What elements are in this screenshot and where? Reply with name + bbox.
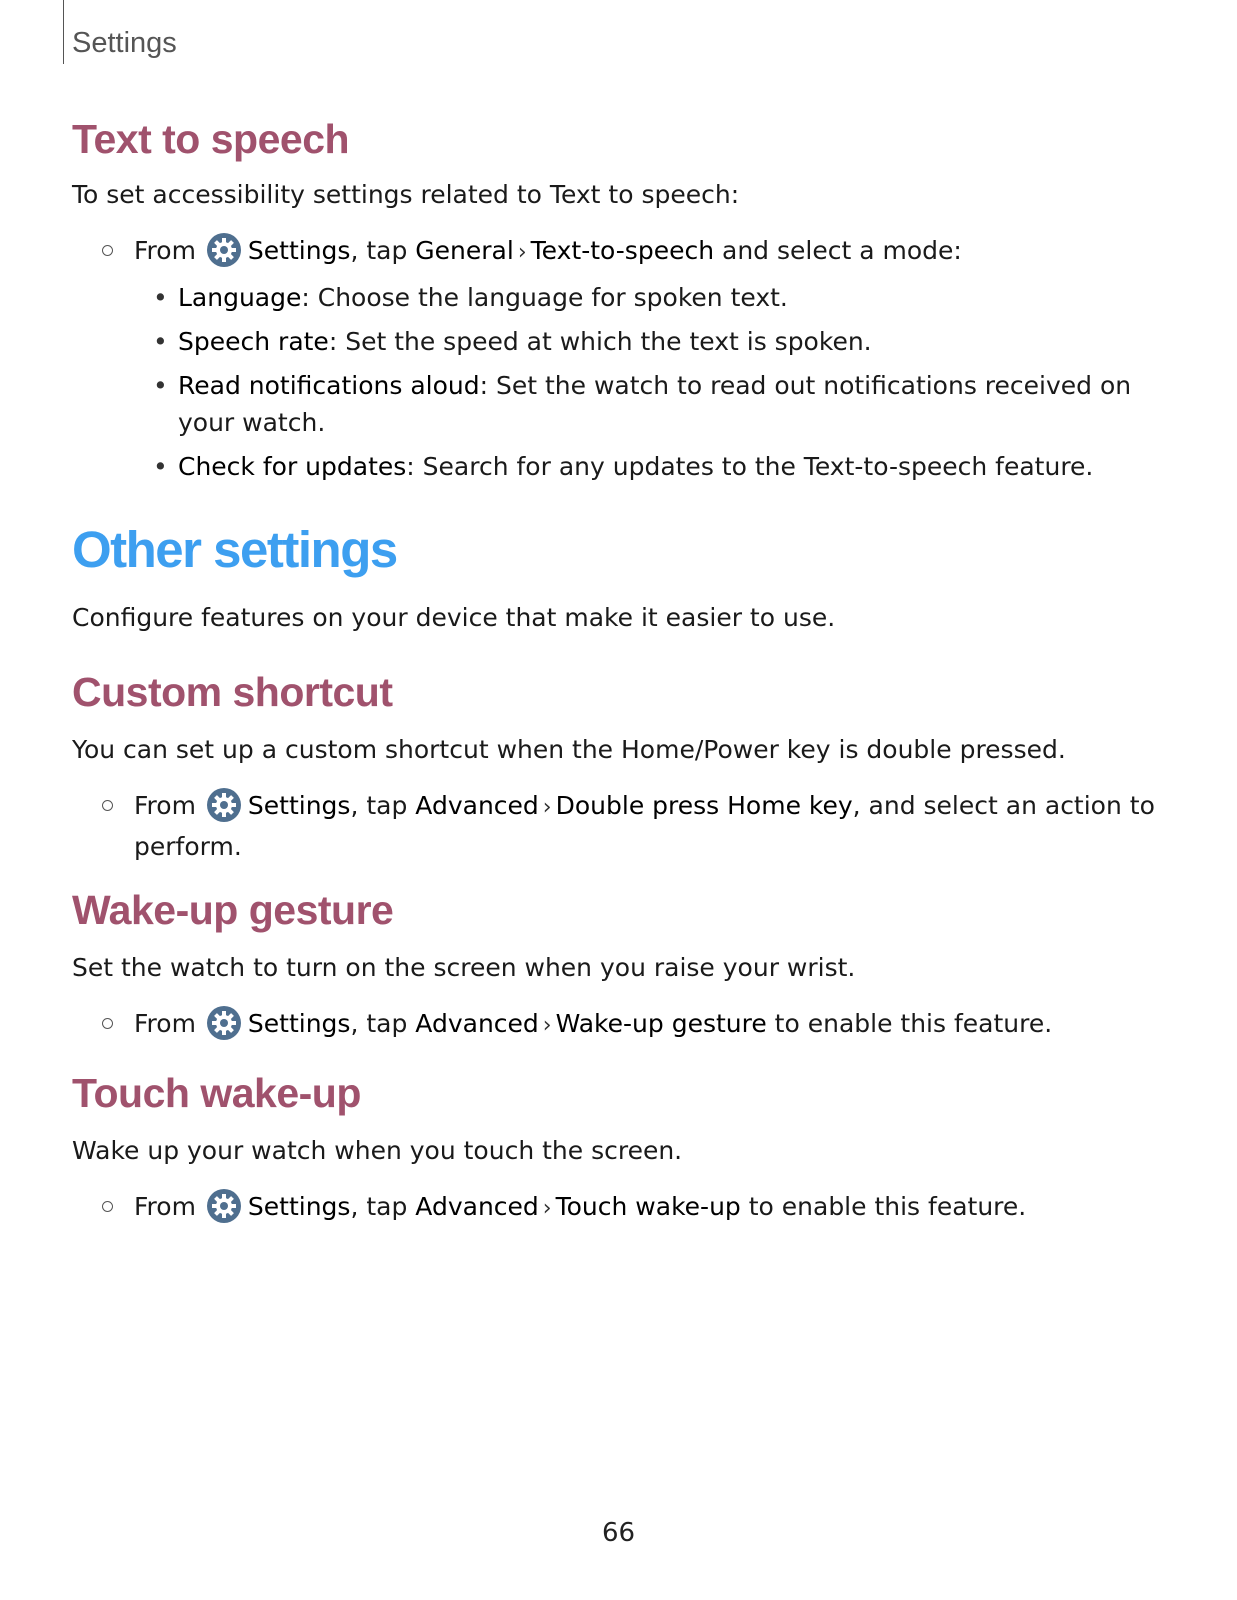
step-item — [72, 786, 1162, 866]
menu-path-general: General — [415, 236, 514, 265]
bullet-term: Check for updates — [178, 452, 407, 481]
circle-bullet-icon — [102, 1018, 113, 1029]
step-tap-label: , tap — [350, 1009, 416, 1038]
gear-icon — [206, 787, 242, 823]
chevron-right-icon: › — [542, 795, 552, 820]
step-from-label: From — [134, 1009, 196, 1038]
bullet-term: Language — [178, 283, 302, 312]
page-content — [72, 113, 1162, 1228]
menu-path-double-press-home-key: Double press Home key — [555, 791, 853, 820]
step-item — [72, 1187, 1162, 1228]
section-title-wake-up-gesture: Wake-up gesture — [72, 887, 394, 933]
list-item — [72, 323, 1162, 360]
menu-path-advanced: Advanced — [415, 1192, 539, 1221]
gear-icon — [206, 1005, 242, 1041]
bullet-dot-icon: • — [153, 283, 168, 312]
circle-bullet-icon — [102, 1201, 113, 1212]
section-title-touch-wake-up: Touch wake-up — [72, 1070, 361, 1116]
chevron-right-icon: › — [542, 1013, 552, 1038]
menu-path-wake-up-gesture: Wake-up gesture — [555, 1009, 767, 1038]
bullet-term: Read notifications aloud — [178, 371, 480, 400]
bullet-dot-icon: • — [153, 452, 168, 481]
bullet-desc: : Search for any updates to the Text-to-speech feature. — [406, 452, 1094, 481]
bullet-desc: : Set the watch to read out notifications received on your watch. — [178, 371, 1132, 437]
chapter-intro: Configure features on your device that make it easier to use. — [72, 603, 836, 632]
step-from-label: From — [134, 791, 196, 820]
menu-path-advanced: Advanced — [415, 791, 539, 820]
bullet-desc: : Set the speed at which the text is spoken. — [328, 327, 872, 356]
step-tail: to enable this feature. — [766, 1009, 1053, 1038]
step-tap-label: , tap — [350, 791, 416, 820]
settings-label: Settings — [247, 236, 351, 265]
section-intro: Set the watch to turn on the screen when you raise your wrist. — [72, 953, 856, 982]
section-title-custom-shortcut: Custom shortcut — [72, 669, 393, 715]
section-title-text-to-speech: Text to speech — [72, 116, 350, 162]
list-item — [72, 367, 1162, 441]
page-number: 66 — [601, 1518, 636, 1548]
gear-icon — [206, 232, 242, 268]
gear-icon — [206, 1188, 242, 1224]
section-intro: Wake up your watch when you touch the screen. — [72, 1136, 683, 1165]
step-tap-label: , tap — [350, 236, 416, 265]
settings-label: Settings — [247, 791, 351, 820]
step-item — [72, 231, 1162, 272]
step-tap-label: , tap — [350, 1192, 416, 1221]
bullet-dot-icon: • — [153, 371, 168, 400]
settings-label: Settings — [247, 1192, 351, 1221]
section-intro: You can set up a custom shortcut when the Home/Power key is double pressed. — [72, 735, 1066, 764]
bullet-term: Speech rate — [178, 327, 329, 356]
running-head — [63, 0, 177, 64]
menu-path-text-to-speech: Text-to-speech — [530, 236, 715, 265]
settings-label: Settings — [247, 1009, 351, 1038]
chevron-right-icon: › — [542, 1196, 552, 1221]
circle-bullet-icon — [102, 245, 113, 256]
step-item — [72, 1004, 1162, 1045]
menu-path-touch-wake-up: Touch wake-up — [555, 1192, 741, 1221]
bullet-desc: : Choose the language for spoken text. — [301, 283, 788, 312]
section-intro: To set accessibility settings related to Text to speech: — [72, 180, 740, 209]
chevron-right-icon: › — [517, 240, 527, 265]
step-from-label: From — [134, 1192, 196, 1221]
circle-bullet-icon — [102, 800, 113, 811]
running-head-label: Settings — [72, 27, 177, 59]
step-tail: and select a mode: — [714, 236, 962, 265]
menu-path-advanced: Advanced — [415, 1009, 539, 1038]
list-item — [72, 448, 1162, 485]
step-from-label: From — [134, 236, 196, 265]
list-item — [72, 279, 1162, 316]
step-tail: , and select an action to perform. — [134, 791, 1155, 861]
chapter-title-other-settings: Other settings — [72, 521, 397, 578]
step-tail: to enable this feature. — [740, 1192, 1027, 1221]
bullet-dot-icon: • — [153, 327, 168, 356]
